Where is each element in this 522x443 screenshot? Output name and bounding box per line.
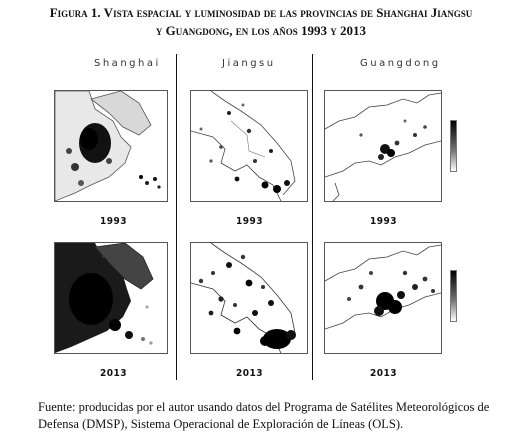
year-label-jiangsu-2013: 2013: [236, 368, 264, 379]
figure-title-line-1: Figura 1. Vista espacial y luminosidad de las provincias de Shanghai Jiangsu: [49, 5, 473, 20]
year-label-shanghai-1993: 1993: [100, 216, 128, 227]
figure-title: [0, 4, 522, 40]
column-divider: [312, 54, 313, 380]
map-jiangsu-1993: [190, 90, 308, 202]
figure-panel: [42, 52, 474, 388]
year-label-shanghai-2013: 2013: [100, 368, 128, 379]
colorbar-2013: [450, 270, 457, 322]
column-label-shanghai: Shanghai: [94, 58, 161, 69]
map-shanghai-1993: [54, 90, 168, 202]
map-jiangsu-2013: [190, 242, 308, 354]
year-label-guangdong-1993: 1993: [370, 216, 398, 227]
map-guangdong-1993: [324, 90, 442, 202]
year-label-jiangsu-1993: 1993: [236, 216, 264, 227]
map-shanghai-2013: [54, 242, 168, 354]
column-label-guangdong: Guangdong: [360, 58, 441, 69]
column-divider: [176, 54, 177, 380]
map-guangdong-2013: [324, 242, 442, 354]
colorbar-1993: [450, 120, 457, 172]
column-label-jiangsu: Jiangsu: [222, 58, 276, 69]
figure-source-note: Fuente: producidas por el autor usando datos del Programa de Satélites Meteorológicos de Defensa (DMSP), Sistema Operacional de Exploración de Líneas (OLS).: [38, 400, 490, 431]
figure-title-line-2: y Guangdong, en los años 1993 y 2013: [155, 23, 367, 38]
year-label-guangdong-2013: 2013: [370, 368, 398, 379]
